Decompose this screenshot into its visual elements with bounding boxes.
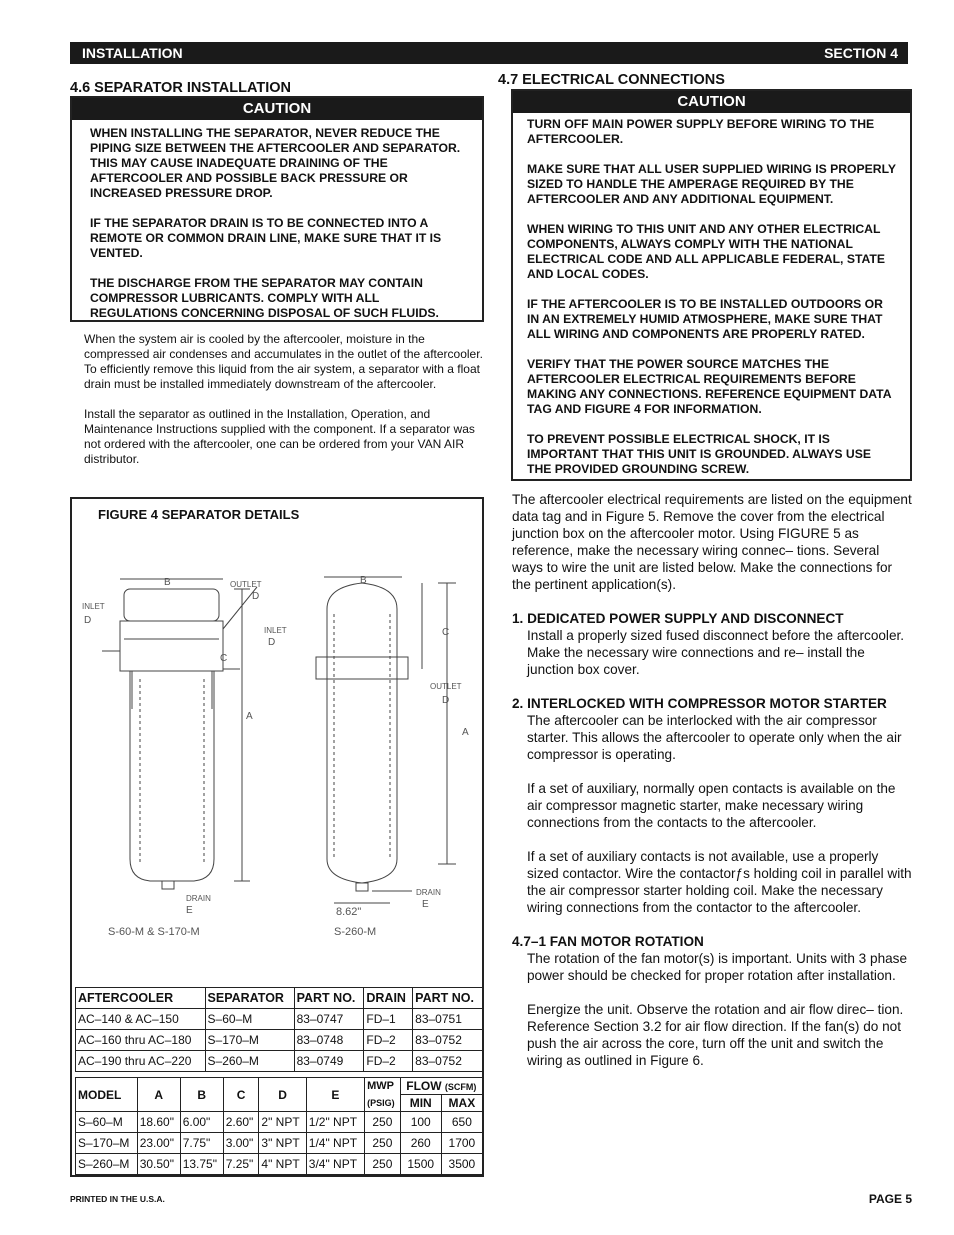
table-cell: 250 [365, 1154, 401, 1175]
body-paragraph: If a set of auxiliary, normally open contacts is available on the air compressor magnetic starter, make necessary wiring connections from the contacts to the aftercooler. [527, 781, 896, 830]
table-cell: 260 [400, 1133, 441, 1154]
table-cell: 650 [441, 1112, 482, 1133]
table-cell: 1500 [400, 1154, 441, 1175]
inlet-label: INLET [264, 626, 287, 635]
footer-printed: PRINTED IN THE U.S.A. [70, 1194, 165, 1204]
table-cell: 3500 [441, 1154, 482, 1175]
dim-value: 8.62" [336, 906, 362, 918]
caution-paragraph: MAKE SURE THAT ALL USER SUPPLIED WIRING IS PROPERLY SIZED TO HANDLE THE AMPERAGE REQUIRED BY THE AFTERCOOLER AND ANY ADDITIONAL EQUIPMENT. [527, 162, 896, 206]
caution-paragraph: WHEN WIRING TO THIS UNIT AND ANY OTHER ELECTRICAL COMPONENTS, ALWAYS COMPLY WITH THE NATIONAL ELECTRICAL CODE AND ALL APPLICABLE FEDERAL, STATE AND LOCAL CODES. [527, 222, 885, 281]
dim-label-d: D [252, 591, 260, 602]
header-left: INSTALLATION [82, 45, 183, 61]
table-cell: S–60–M [205, 1009, 294, 1030]
table-cell: 250 [365, 1112, 401, 1133]
table-row [76, 1051, 483, 1072]
column-header: FLOW [406, 1079, 442, 1093]
table-cell: 3" NPT [259, 1133, 306, 1154]
body-paragraph: Install a properly sized fused disconnect before the aftercooler. Make the necessary wire connections and re– install the junction box cover. [527, 628, 905, 677]
caution-paragraph: THE DISCHARGE FROM THE SEPARATOR MAY CONTAIN COMPRESSOR LUBRICANTS. COMPLY WITH ALL REGULATIONS CONCERNING DISPOSAL OF SUCH FLUIDS. [90, 276, 439, 320]
table-cell: 83–0747 [294, 1009, 364, 1030]
table-cell: 13.75" [180, 1154, 223, 1175]
table-row [76, 1009, 483, 1030]
outlet-label: OUTLET [430, 682, 462, 691]
dim-label-a: A [246, 711, 253, 722]
column-header: PART NO. [294, 988, 364, 1009]
table-cell: FD–2 [364, 1030, 413, 1051]
table-cell: 3/4" NPT [306, 1154, 364, 1175]
caution-paragraph: WHEN INSTALLING THE SEPARATOR, NEVER REDUCE THE PIPING SIZE BETWEEN THE AFTERCOOLER AND SEPARATOR. THIS MAY CAUSE INADEQUATE DRAINING OF THE AFTERCOOLER AND POSSIBLE BACK PRESSURE OR INCREASED PRESSURE DROP. [90, 126, 461, 200]
body-paragraph: The aftercooler can be interlocked with the air compressor starter. This allows the aftercooler to operate only when the air compressor is operating. [527, 713, 902, 762]
caution-paragraph: TURN OFF MAIN POWER SUPPLY BEFORE WIRING TO THE AFTERCOOLER. [527, 117, 875, 146]
separator-caution-box [70, 96, 484, 322]
caution-paragraph: IF THE SEPARATOR DRAIN IS TO BE CONNECTED INTO A REMOTE OR COMMON DRAIN LINE, MAKE SURE THAT IT IS VENTED. [90, 216, 442, 260]
column-header: B [180, 1078, 223, 1112]
column-header: SEPARATOR [205, 988, 294, 1009]
column-header: MODEL [76, 1078, 138, 1112]
column-header: DRAIN [364, 988, 413, 1009]
table-cell: 250 [365, 1133, 401, 1154]
intro-paragraph: The aftercooler electrical requirements are listed on the equipment data tag and in Figure 5. Remove the cover from the electrical junction box on the aftercooler motor. Using FIGURE 5 as reference, make the necessary wiring connec– tions. Several ways to wire the unit are listed below. Make the connections for the pertinent application(s). [512, 492, 912, 592]
caution-paragraph: TO PREVENT POSSIBLE ELECTRICAL SHOCK, IT IS IMPORTANT THAT THIS UNIT IS GROUNDED. ALWAYS USE THE PROVIDED GROUNDING SCREW. [527, 432, 871, 476]
flow-header [400, 1078, 482, 1095]
table-cell: S–60–M [76, 1112, 138, 1133]
right-caption: S-260-M [334, 926, 377, 938]
figure-title: FIGURE 4 SEPARATOR DETAILS [98, 507, 300, 522]
table-cell: 83–0749 [294, 1051, 364, 1072]
table-cell: AC–140 & AC–150 [76, 1009, 206, 1030]
electrical-caution-box [511, 89, 912, 481]
separator-heading: 4.6 SEPARATOR INSTALLATION [70, 80, 292, 96]
dim-label-c: C [220, 653, 228, 664]
table-cell: 2.60" [223, 1112, 259, 1133]
table-cell: 7.75" [180, 1133, 223, 1154]
table-cell: 100 [400, 1112, 441, 1133]
table-cell: S–170–M [76, 1133, 138, 1154]
table-cell: 4" NPT [259, 1154, 306, 1175]
separator-dimensions-table [75, 1077, 483, 1175]
electrical-body [512, 491, 912, 1069]
column-header: A [137, 1078, 180, 1112]
table-cell: AC–190 thru AC–220 [76, 1051, 206, 1072]
caution-title: CAUTION [513, 91, 910, 113]
page-number: PAGE 5 [868, 1192, 912, 1206]
column-header: MIN [400, 1095, 441, 1112]
table-cell: 6.00" [180, 1112, 223, 1133]
dim-label-b: B [164, 577, 171, 588]
separator-selection-table [75, 987, 483, 1072]
table-cell: 18.60" [137, 1112, 180, 1133]
column-header: MWP [365, 1078, 401, 1095]
table-cell: 30.50" [137, 1154, 180, 1175]
header-right: SECTION 4 [824, 45, 898, 61]
section-subheading: 2. INTERLOCKED WITH COMPRESSOR MOTOR STARTER [512, 696, 887, 711]
dim-label-c: C [442, 627, 450, 638]
table-cell: AC–160 thru AC–180 [76, 1030, 206, 1051]
table-cell: S–260–M [76, 1154, 138, 1175]
dim-label-a: A [462, 727, 469, 738]
dim-label-d: D [268, 637, 276, 648]
column-header: MAX [441, 1095, 482, 1112]
table-row [76, 1112, 483, 1133]
outlet-label: OUTLET [230, 580, 262, 589]
table-cell: S–260–M [205, 1051, 294, 1072]
table-header-row [76, 1078, 483, 1095]
table-cell: 3.00" [223, 1133, 259, 1154]
body-paragraph: When the system air is cooled by the aftercooler, moisture in the compressed air condenses and accumulates in the outlet of the aftercooler. To efficiently remove this liquid from the air system, a separator with a float drain must be installed immediately downstream of the aftercooler. [84, 332, 483, 391]
body-paragraph: The rotation of the fan motor(s) is important. Units with 3 phase power should be checked for proper rotation after installation. [527, 951, 908, 983]
separator-drawing [72, 539, 482, 979]
column-header: D [259, 1078, 306, 1112]
dim-label-d: D [84, 615, 92, 626]
column-header: E [306, 1078, 364, 1112]
table-cell: 23.00" [137, 1133, 180, 1154]
table-cell: 83–0752 [413, 1051, 483, 1072]
column-unit: (SCFM) [444, 1082, 477, 1092]
figure-4 [70, 497, 484, 1177]
separator-body [84, 332, 484, 482]
table-header-row [76, 988, 483, 1009]
table-cell: 1700 [441, 1133, 482, 1154]
table-cell: 7.25" [223, 1154, 259, 1175]
column-header: PART NO. [413, 988, 483, 1009]
table-cell: S–170–M [205, 1030, 294, 1051]
dim-label-e: E [422, 899, 429, 910]
body-paragraph: Energize the unit. Observe the rotation and air flow direc– tion. Reference Section 3.2 for air flow direction. If the fan(s) do not push the air across the core, turn off the unit and switch the wiring as outlined in Figure 6. [527, 1002, 904, 1068]
drain-label: DRAIN [186, 894, 211, 903]
table-cell: FD–1 [364, 1009, 413, 1030]
body-paragraph: Install the separator as outlined in the Installation, Operation, and Maintenance Instructions supplied with the component. If a separator was not ordered with the aftercooler, one can be ordered from your VAN AIR distributor. [84, 407, 475, 466]
body-paragraph: If a set of auxiliary contacts is not available, use a properly sized contactor. Wire the contactorƒs holding coil in parallel with the air compressor starter holding coil. Make the necessary wiring connections from the contactor to the aftercooler. [527, 849, 912, 915]
dim-label-b: B [360, 575, 367, 586]
table-cell: FD–2 [364, 1051, 413, 1072]
electrical-heading: 4.7 ELECTRICAL CONNECTIONS [498, 72, 725, 88]
page-header [70, 42, 908, 64]
left-caption: S-60-M & S-170-M [108, 926, 200, 938]
table-cell: 1/2" NPT [306, 1112, 364, 1133]
column-header: C [223, 1078, 259, 1112]
inlet-label: INLET [82, 602, 105, 611]
table-cell: 83–0751 [413, 1009, 483, 1030]
dim-label-e: E [186, 905, 193, 916]
drain-label: DRAIN [416, 888, 441, 897]
table-cell: 83–0748 [294, 1030, 364, 1051]
table-row [76, 1030, 483, 1051]
dim-label-d: D [442, 695, 450, 706]
caution-title: CAUTION [72, 98, 482, 120]
section-subheading: 4.7–1 FAN MOTOR ROTATION [512, 934, 704, 949]
table-row [76, 1133, 483, 1154]
section-subheading: 1. DEDICATED POWER SUPPLY AND DISCONNECT [512, 611, 844, 626]
column-unit: (PSIG) [365, 1095, 401, 1112]
table-row [76, 1154, 483, 1175]
column-header: AFTERCOOLER [76, 988, 206, 1009]
table-cell: 1/4" NPT [306, 1133, 364, 1154]
table-cell: 83–0752 [413, 1030, 483, 1051]
caution-paragraph: VERIFY THAT THE POWER SOURCE MATCHES THE AFTERCOOLER ELECTRICAL REQUIREMENTS BEFORE MAKING ANY CONNECTIONS. REFERENCE EQUIPMENT DATA TAG AND FIGURE 4 FOR INFORMATION. [527, 357, 892, 416]
table-cell: 2" NPT [259, 1112, 306, 1133]
caution-paragraph: IF THE AFTERCOOLER IS TO BE INSTALLED OUTDOORS OR IN AN EXTREMELY HUMID ATMOSPHERE, MAKE SURE THAT ALL WIRING AND COMPONENTS ARE PROPERLY RATED. [527, 297, 883, 341]
